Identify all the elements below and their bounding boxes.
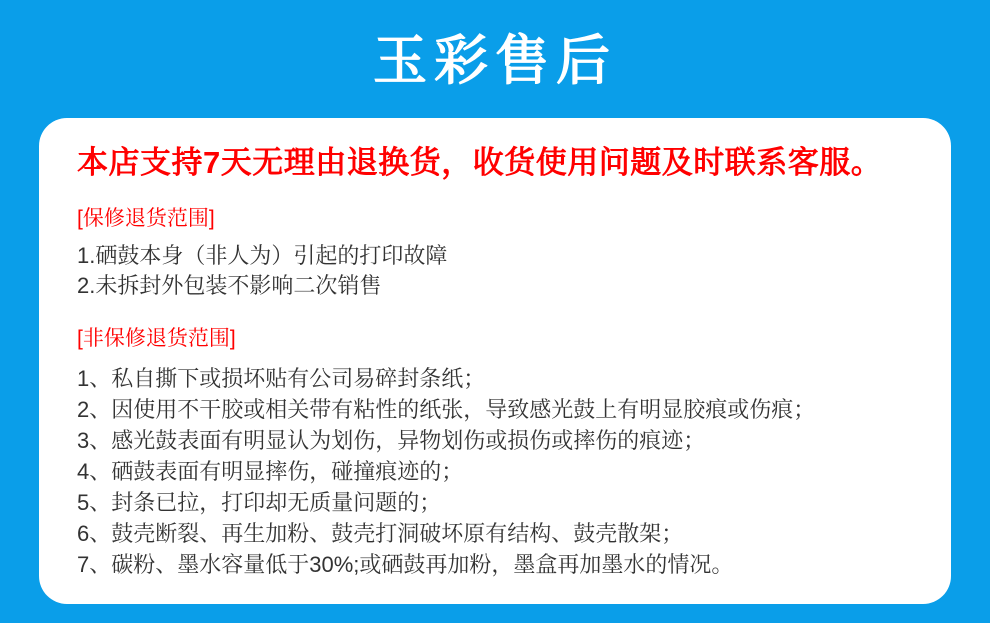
list-item: 6、鼓壳断裂、再生加粉、鼓壳打洞破坏原有结构、鼓壳散架； bbox=[77, 521, 684, 547]
list-item: 7、碳粉、墨水容量低于30%;或硒鼓再加粉，墨盒再加墨水的情况。 bbox=[77, 552, 734, 578]
policy-card bbox=[39, 118, 951, 604]
non-warranty-heading: [非保修退货范围] bbox=[77, 327, 236, 351]
non-warranty-section bbox=[77, 327, 923, 580]
list-item: 5、封条已拉，打印却无质量问题的； bbox=[77, 490, 442, 516]
page-title: 玉彩售后 bbox=[373, 30, 617, 91]
list-item: 3、感光鼓表面有明显认为划伤，异物划伤或损伤或摔伤的痕迹； bbox=[77, 428, 706, 454]
list-item: 2.未拆封外包装不影响二次销售 bbox=[77, 273, 382, 299]
list-item: 1.硒鼓本身（非人为）引起的打印故障 bbox=[77, 243, 448, 269]
non-warranty-list bbox=[77, 363, 923, 580]
warranty-heading: [保修退货范围] bbox=[77, 207, 215, 231]
list-item: 1、私自撕下或损坏贴有公司易碎封条纸； bbox=[77, 366, 486, 392]
list-item: 2、因使用不干胶或相关带有粘性的纸张，导致感光鼓上有明显胶痕或伤痕； bbox=[77, 397, 816, 423]
warranty-section bbox=[77, 207, 923, 301]
warranty-list bbox=[77, 241, 923, 301]
banner bbox=[0, 0, 990, 118]
list-item: 4、硒鼓表面有明显摔伤，碰撞痕迹的； bbox=[77, 459, 464, 485]
policy-headline: 本店支持7天无理由退换货，收货使用问题及时联系客服。 bbox=[77, 145, 883, 180]
